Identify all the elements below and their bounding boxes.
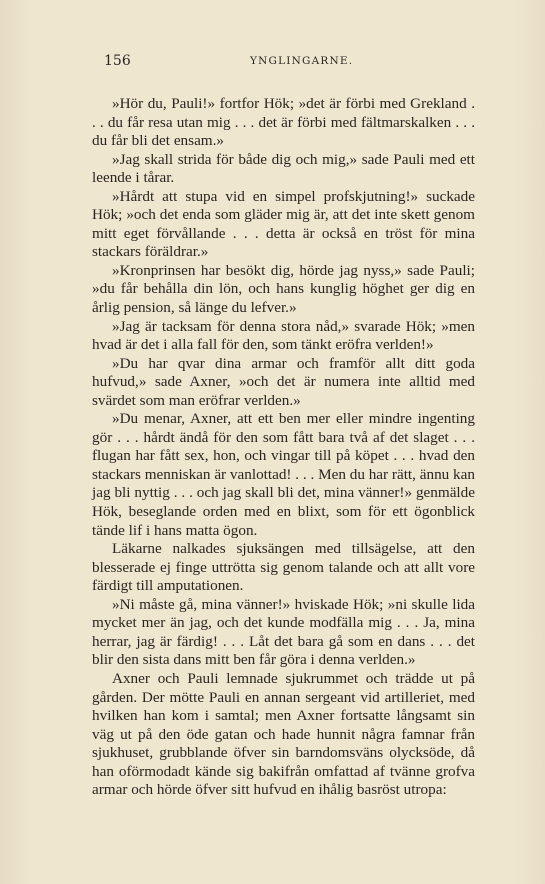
body-text xyxy=(92,95,475,800)
page-number: 156 xyxy=(104,53,131,69)
paragraph: »Jag skall strida för både dig och mig,» sade Pauli med ett leende i tårar. xyxy=(92,150,475,187)
paragraph: »Du menar, Axner, att ett ben mer eller mindre ingenting gör . . . hårdt ändå för den som fått bara två af det slaget . . . flugan har fått sex, hon, och vingar till på köpet . . . hvad den stackars menniskan är vanlottad! . . . Men du har rätt, ännu kan jag bli nyttig . . . och jag skall bli det, mina vänner!» genmälde Hök, beseglande orden med en blixt, som för ett ögonblick tände lif i hans matta ögon. xyxy=(92,410,475,539)
paragraph: »Ni måste gå, mina vänner!» hviskade Hök; »ni skulle lida mycket mer än jag, och det kunde modfälla mig . . . Ja, mina herrar, jag är färdig! . . . Låt det bara gå som en dans . . . det blir den sista dans mitt ben får göra i denna verlden.» xyxy=(92,595,475,669)
paragraph: »Kronprinsen har besökt dig, hörde jag nyss,» sade Pauli; »du får behålla din lön, och hans kunglig höghet ger dig en årlig pension, så länge du lefver.» xyxy=(92,261,475,317)
paragraph: Axner och Pauli lemnade sjukrummet och trädde ut på gården. Der mötte Pauli en annan sergeant vid artilleriet, med hvilken han kom i samtal; men Axner fortsatte långsamt sin väg ut på den öde gatan och hade hunnit några famnar från sjukhuset, grubblande öfver sin barndomsväns olycksöde, då han oförmodadt kände sig bakifrån omfattad af tvänne grofva armar och hörde öfver sitt hufvud en ihålig basröst utropa: xyxy=(92,669,475,799)
paragraph: »Du har qvar dina armar och framför allt ditt goda hufvud,» sade Axner, »och det är numera inte alltid med svärdet som man eröfrar verlden.» xyxy=(92,354,475,409)
paragraph: »Hör du, Pauli!» fortfor Hök; »det är förbi med Grekland . . . du får resa utan mig . . . det är förbi med fältmarskalken . . . du får bli det ensam.» xyxy=(92,95,475,150)
paragraph: »Hårdt att stupa vid en simpel profskjutning!» suckade Hök; »och det enda som gläder mig är, att det inte skett genom mitt eget förvållande . . . detta är också en tröst för mina stackars föräldrar.» xyxy=(92,187,475,261)
paragraph: Läkarne nalkades sjuksängen med tillsägelse, att den blesserade ej finge uttrötta sig genom talande och att allt vore färdigt till amputationen. xyxy=(92,540,475,595)
paragraph: »Jag är tacksam för denna stora nåd,» svarade Hök; »men hvad är det i alla fall för den, som tänkt eröfra verlden!» xyxy=(92,317,475,354)
running-title: YNGLINGARNE. xyxy=(250,55,354,67)
running-head xyxy=(100,53,480,73)
